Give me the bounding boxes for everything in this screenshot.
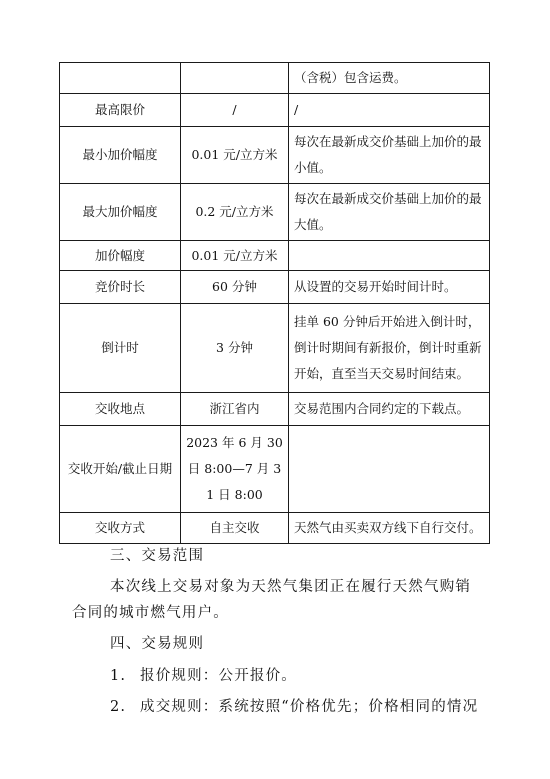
row-description: 每次在最新成交价基础上加价的最小值。: [289, 127, 490, 184]
row-description: 交易范围内合同约定的下载点。: [289, 393, 490, 426]
table-row: [60, 304, 490, 393]
row-description: /: [289, 94, 490, 127]
row-label: 交收开始/截止日期: [60, 426, 181, 513]
table-row: [60, 426, 490, 513]
row-label: 最大加价幅度: [60, 184, 181, 241]
row-description: [289, 241, 490, 271]
row-value: 3 分钟: [181, 304, 289, 393]
row-description: 从设置的交易开始时间计时。: [289, 271, 490, 304]
rule-item-number: 2.: [110, 699, 127, 715]
row-label: 最小加价幅度: [60, 127, 181, 184]
row-label: 倒计时: [60, 304, 181, 393]
row-value: 0.01 元/立方米: [181, 241, 289, 271]
table-row: [60, 393, 490, 426]
rule-item-number: 1.: [110, 668, 127, 684]
table-row: [60, 271, 490, 304]
row-label: 加价幅度: [60, 241, 181, 271]
table-row: [60, 127, 490, 184]
row-description: 每次在最新成交价基础上加价的最大值。: [289, 184, 490, 241]
row-label: [60, 63, 181, 94]
trading-rules-table: [59, 62, 490, 544]
table-row: [60, 513, 490, 544]
table-row: [60, 241, 490, 271]
section-heading-scope: 三、交易范围: [110, 548, 205, 564]
scope-paragraph-line-2: 合同的城市燃气用户。: [72, 605, 229, 621]
scope-paragraph-line-1: 本次线上交易对象为天然气集团正在履行天然气购销: [110, 579, 472, 595]
row-value: 60 分钟: [181, 271, 289, 304]
section-heading-rules: 四、交易规则: [110, 636, 205, 652]
row-description: 天然气由买卖双方线下自行交付。: [289, 513, 490, 544]
row-value: 浙江省内: [181, 393, 289, 426]
row-description: [289, 426, 490, 513]
table-row: [60, 94, 490, 127]
rule-item-text: 报价规则：公开报价。: [140, 668, 297, 684]
row-value: /: [181, 94, 289, 127]
table-row: [60, 184, 490, 241]
rule-item-text: 成交规则：系统按照“价格优先；价格相同的情况: [140, 699, 479, 715]
row-label: 交收方式: [60, 513, 181, 544]
row-label: 交收地点: [60, 393, 181, 426]
row-label: 竞价时长: [60, 271, 181, 304]
rule-item-1: [110, 664, 540, 688]
table-row: [60, 63, 490, 94]
rule-item-2: [110, 695, 540, 719]
row-value: [181, 63, 289, 94]
row-description: 挂单 60 分钟后开始进入倒计时，倒计时期间有新报价，倒计时重新开始，直至当天交易时间结束。: [289, 304, 490, 393]
row-value: 2023 年 6 月 30 日 8:00—7 月 31 日 8:00: [181, 426, 289, 513]
row-value: 0.01 元/立方米: [181, 127, 289, 184]
row-value: 0.2 元/立方米: [181, 184, 289, 241]
row-description: （含税）包含运费。: [289, 63, 490, 94]
row-label: 最高限价: [60, 94, 181, 127]
row-value: 自主交收: [181, 513, 289, 544]
